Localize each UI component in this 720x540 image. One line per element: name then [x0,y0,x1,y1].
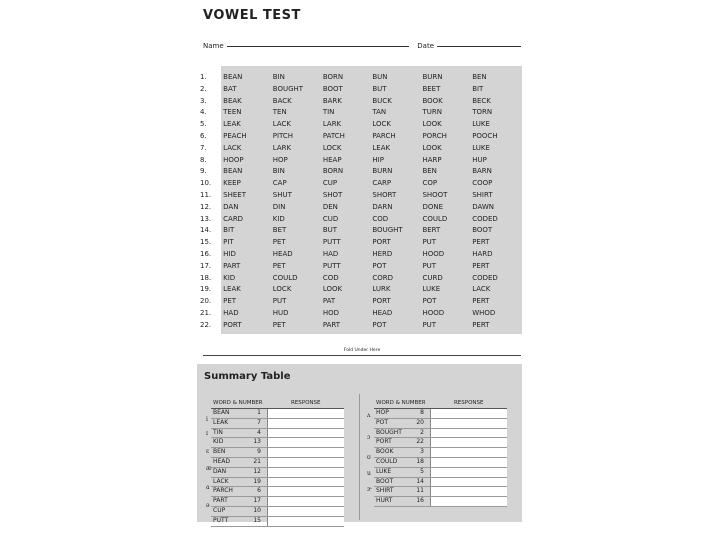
response-cell[interactable] [268,506,345,516]
row-number: 9. [200,167,207,176]
summary-word: HEAD [211,457,245,467]
row-number: 15. [200,238,212,247]
word-choice[interactable]: BURN [372,167,393,176]
word-choice[interactable]: LACK [272,120,291,129]
word-choice[interactable]: PIT [223,238,234,247]
summary-row [211,428,344,438]
word-choice[interactable]: TURN [422,108,442,117]
word-row [200,273,522,285]
col-response-header: RESPONSE [268,398,345,409]
word-choice[interactable]: CODED [472,214,498,223]
summary-row [211,418,344,428]
word-row [200,261,522,273]
summary-row [211,506,344,516]
word-choice[interactable]: PEACH [223,131,247,140]
response-cell[interactable] [268,487,345,497]
response-cell[interactable] [431,448,508,458]
summary-row [211,457,344,467]
word-choice[interactable]: BUT [372,84,387,93]
response-cell[interactable] [431,487,508,497]
word-row [200,155,522,167]
word-choice[interactable]: CURD [422,273,443,282]
col-word-header: WORD & NUMBER [374,398,431,409]
word-choice[interactable]: CARD [223,214,244,223]
summary-row [374,457,507,467]
word-choice[interactable]: CUP [322,179,338,188]
summary-row [374,467,507,477]
word-choice[interactable]: HOOD [422,249,445,258]
word-row [200,131,522,143]
word-choice[interactable]: BERT [422,226,441,235]
summary-right [374,398,507,507]
summary-word: PART [211,497,245,507]
vowel-symbol: ɔ [367,434,371,441]
vowel-symbol: ɪ [206,430,208,437]
summary-number: 13 [245,438,268,448]
word-choice[interactable]: COULD [272,273,298,282]
word-choice[interactable]: PORCH [422,131,447,140]
word-choice[interactable]: HUP [472,155,487,164]
word-choice[interactable]: DEN [322,202,338,211]
word-choice[interactable]: HUD [272,308,289,317]
response-cell[interactable] [268,418,345,428]
summary-row [211,516,344,526]
response-cell[interactable] [268,477,345,487]
word-choice[interactable]: CORD [372,273,394,282]
summary-row [211,487,344,497]
word-choice[interactable]: BURN [422,73,443,81]
word-choice[interactable]: LEAK [223,120,241,129]
summary-word: COULD [374,457,408,467]
summary-row [374,409,507,419]
word-choice[interactable]: DAN [223,202,239,211]
col-response-header: RESPONSE [431,398,508,409]
summary-row [374,438,507,448]
response-cell[interactable] [431,467,508,477]
word-choice[interactable]: POT [372,320,387,329]
page-title: VOWEL TEST [203,8,301,23]
word-choice[interactable]: DONE [422,202,444,211]
word-choice[interactable]: CODED [472,273,498,282]
row-number: 17. [200,261,212,270]
word-choice[interactable]: LOCK [322,143,342,152]
response-cell[interactable] [268,428,345,438]
summary-word: CUP [211,506,245,516]
word-row [200,119,522,131]
summary-row [374,487,507,497]
summary-number: 20 [408,418,431,428]
word-choice[interactable]: PUT [272,297,287,306]
response-cell[interactable] [268,438,345,448]
word-choice[interactable]: PUT [422,261,437,270]
summary-number: 12 [245,467,268,477]
summary-row [211,497,344,507]
vowel-symbol: æ [206,465,212,472]
word-choice[interactable]: LUKE [472,143,490,152]
summary-word: BOUGHT [374,428,408,438]
word-row [200,308,522,320]
word-choice[interactable]: DAWN [472,202,495,211]
word-choice[interactable]: BEET [422,84,441,93]
row-number: 6. [200,131,207,140]
summary-word: KID [211,438,245,448]
word-choice[interactable]: SHOOT [422,190,448,199]
word-choice[interactable]: BECK [472,96,491,105]
summary-number: 11 [408,487,431,497]
word-choice[interactable]: BET [272,226,287,235]
summary-row [211,409,344,419]
word-choice[interactable]: PORT [223,320,242,329]
row-number: 10. [200,179,212,188]
word-choice[interactable]: LOCK [372,120,392,129]
word-row [200,96,522,108]
name-label: Name [203,42,224,50]
word-row [200,237,522,249]
word-choice[interactable]: PERT [472,261,490,270]
row-number: 8. [200,155,207,164]
summary-number: 15 [245,516,268,526]
summary-number: 7 [245,418,268,428]
row-number: 4. [200,108,207,117]
name-date-line [203,42,521,50]
col-word-header: WORD & NUMBER [211,398,268,409]
word-choice[interactable]: PERT [472,238,490,247]
word-choice[interactable]: HEAD [372,308,393,317]
summary-word: BOOK [374,448,408,458]
word-choice[interactable]: PERT [472,320,490,329]
word-choice[interactable]: LOOK [322,285,343,294]
word-choice[interactable]: COP [422,179,438,188]
word-choice[interactable]: BUT [322,226,338,235]
response-cell[interactable] [431,409,508,419]
word-choice[interactable]: PART [322,320,341,329]
word-choice[interactable]: BUN [372,73,388,81]
response-cell[interactable] [431,457,508,467]
word-choice[interactable]: COULD [422,214,448,223]
word-choice[interactable]: DIN [272,202,286,211]
response-cell[interactable] [268,409,345,419]
word-choice[interactable]: HOP [272,155,288,164]
summary-word: HURT [374,497,408,507]
summary-number: 4 [245,428,268,438]
word-row [200,320,522,332]
row-number: 1. [200,73,207,81]
summary-word: BEAN [211,409,245,419]
response-cell[interactable] [268,497,345,507]
word-choice[interactable]: LOCK [272,285,292,294]
response-cell[interactable] [268,457,345,467]
word-choice[interactable]: POT [422,297,437,306]
word-choice[interactable]: LOOK [422,120,442,129]
word-choice[interactable]: BAT [223,84,237,93]
word-choice[interactable]: LACK [223,143,242,152]
word-choice[interactable]: LUKE [472,120,490,129]
word-choice[interactable]: HARP [422,155,442,164]
word-choice[interactable]: COD [322,273,339,282]
word-choice[interactable]: SHUT [272,190,292,199]
word-choice[interactable]: LUKE [422,285,441,294]
summary-row [374,418,507,428]
word-choice[interactable]: COD [372,214,389,223]
summary-word: BOOT [374,477,408,487]
word-choice[interactable]: CUD [322,214,339,223]
summary-row [211,448,344,458]
summary-word: PUTT [211,516,245,526]
response-cell[interactable] [431,477,508,487]
summary-number: 5 [408,467,431,477]
word-choice[interactable]: SHOT [322,190,343,199]
word-choice[interactable]: SHEET [223,190,246,199]
word-choice[interactable]: PORT [372,238,391,247]
word-choice[interactable]: LURK [372,285,391,294]
summary-number: 17 [245,497,268,507]
summary-word: HOP [374,409,408,419]
word-choice[interactable]: BIT [472,84,484,93]
summary-row [374,448,507,458]
vowel-symbol: u [367,470,371,477]
summary-word: LUKE [374,467,408,477]
word-choice[interactable]: HID [223,249,236,258]
word-choice[interactable]: PUT [422,320,437,329]
word-row [200,249,522,261]
word-choice[interactable]: LOOK [422,143,442,152]
summary-divider [359,394,360,520]
summary-word: BEN [211,448,245,458]
word-choice[interactable]: PUT [422,238,437,247]
word-row [200,296,522,308]
word-choice[interactable]: PUTT [322,261,341,270]
row-number: 18. [200,273,212,282]
fold-line [203,355,521,356]
word-choice[interactable]: HIP [372,155,384,164]
word-choice[interactable]: HERD [372,249,393,258]
word-choice[interactable]: BORN [322,167,344,176]
row-number: 14. [200,226,212,235]
word-choice[interactable]: HAD [223,308,239,317]
word-choice[interactable]: CAP [272,179,287,188]
response-cell[interactable] [431,497,508,507]
summary-number: 16 [408,497,431,507]
row-number: 19. [200,285,212,294]
summary-word: TIN [211,428,245,438]
response-cell[interactable] [268,448,345,458]
word-choice[interactable]: PUTT [322,238,341,247]
word-row [200,225,522,237]
word-choice[interactable]: PET [272,320,286,329]
summary-row [374,497,507,507]
word-choice[interactable]: TEN [272,108,287,117]
word-row [200,107,522,119]
summary-number: 8 [408,409,431,419]
summary-number: 1 [245,409,268,419]
response-cell[interactable] [268,467,345,477]
word-choice[interactable]: BOUGHT [372,226,403,235]
summary-number: 18 [408,457,431,467]
summary-word: LACK [211,477,245,487]
word-choice[interactable]: HEAD [272,249,293,258]
word-row [200,214,522,226]
word-choice[interactable]: POT [372,261,387,270]
vowel-symbol: i [206,416,208,423]
summary-word: PORT [374,438,408,448]
response-cell[interactable] [431,438,508,448]
word-choice[interactable]: LACK [472,285,491,294]
word-choice[interactable]: DARN [372,202,393,211]
word-choice[interactable]: BEN [422,167,437,176]
row-number: 21. [200,308,212,317]
date-field[interactable] [437,46,521,47]
word-choice[interactable]: PERT [472,297,490,306]
fold-label: Fold Under Here [343,348,381,353]
word-choice[interactable]: KID [272,214,285,223]
vowel-symbol: ə [206,502,210,509]
word-choice[interactable]: SHIRT [472,190,493,199]
word-choice[interactable]: HARD [472,249,493,258]
word-choice[interactable]: KEEP [223,179,241,188]
word-choice[interactable]: LEAK [223,285,241,294]
word-choice[interactable]: BUCK [372,96,392,105]
word-choice[interactable]: BOOK [422,96,443,105]
word-choice[interactable]: COOP [472,179,493,188]
summary-number: 3 [408,448,431,458]
word-choice[interactable]: BEAN [223,167,243,176]
word-choice[interactable]: TEEN [223,108,242,117]
word-choice[interactable]: TAN [372,108,387,117]
word-choice[interactable]: WHOD [472,308,496,317]
summary-number: 6 [245,487,268,497]
row-number: 3. [200,96,207,105]
word-choice[interactable]: TIN [322,108,335,117]
vowel-symbol: a [206,484,210,491]
word-choice[interactable]: PET [272,238,286,247]
word-choice[interactable]: PORT [372,297,391,306]
word-choice[interactable]: HOOP [223,155,244,164]
word-choice[interactable]: BIN [272,167,285,176]
word-choice[interactable]: PET [272,261,286,270]
word-choice[interactable]: LEAK [372,143,391,152]
vowel-symbol: ʌ [367,412,371,419]
word-choice[interactable]: KID [223,273,236,282]
word-row [200,72,522,84]
summary-row [211,438,344,448]
row-number: 7. [200,143,207,152]
summary-word: SHIRT [374,487,408,497]
response-cell[interactable] [431,418,508,428]
word-choice[interactable]: HOD [322,308,340,317]
row-number: 22. [200,320,212,329]
word-row [200,202,522,214]
word-choice[interactable]: POOCH [472,131,498,140]
word-choice[interactable]: HOOD [422,308,445,317]
summary-row [211,467,344,477]
row-number: 20. [200,297,212,306]
summary-row [374,428,507,438]
word-choice[interactable]: HAD [322,249,339,258]
word-choice[interactable]: BORN [322,73,344,81]
date-label: Date [417,42,434,50]
word-choice[interactable]: BEN [472,73,487,81]
row-number: 12. [200,202,212,211]
summary-word: PARCH [211,487,245,497]
word-choice[interactable]: BACK [272,96,292,105]
summary-number: 19 [245,477,268,487]
word-choice[interactable]: HEAP [322,155,342,164]
summary-row [374,477,507,487]
word-choice[interactable]: CARP [372,179,392,188]
row-number: 13. [200,214,212,223]
response-cell[interactable] [431,428,508,438]
summary-number: 22 [408,438,431,448]
name-field[interactable] [227,46,410,47]
summary-left [211,398,344,527]
word-choice[interactable]: BEAN [223,73,243,81]
summary-number: 2 [408,428,431,438]
word-choice[interactable]: TORN [472,108,493,117]
summary-number: 21 [245,457,268,467]
word-choice[interactable]: BIT [223,226,235,235]
word-choice[interactable]: PAT [322,297,336,306]
summary-word: DAN [211,467,245,477]
vowel-symbol: ʊ [367,454,371,461]
word-row [200,178,522,190]
word-row [200,284,522,296]
word-choice[interactable]: LARK [322,120,342,129]
summary-word: LEAK [211,418,245,428]
word-choice[interactable]: PARCH [372,131,396,140]
word-choice[interactable]: BARN [472,167,492,176]
summary-title: Summary Table [204,371,291,382]
row-number: 11. [200,190,212,199]
word-choice[interactable]: BIN [272,73,285,81]
summary-number: 9 [245,448,268,458]
vowel-symbol: ɛ [206,448,210,455]
word-choice[interactable]: BEAK [223,96,242,105]
word-row [200,84,522,96]
response-cell[interactable] [268,516,345,526]
summary-number: 14 [408,477,431,487]
word-row [200,190,522,202]
word-grid [197,66,522,334]
word-choice[interactable]: BOOT [472,226,493,235]
row-number: 5. [200,120,207,129]
summary-word: POT [374,418,408,428]
word-choice[interactable]: LARK [272,143,292,152]
summary-row [211,477,344,487]
word-choice[interactable]: PART [223,261,241,270]
word-choice[interactable]: BOUGHT [272,84,304,93]
word-choice[interactable]: SHORT [372,190,397,199]
word-choice[interactable]: PATCH [322,131,345,140]
word-choice[interactable]: BOOT [322,84,343,93]
row-number: 2. [200,84,207,93]
summary-panel [197,364,522,522]
word-table [200,72,522,332]
word-choice[interactable]: PITCH [272,131,294,140]
word-row [200,143,522,155]
vowel-symbol: ɝ [367,486,372,493]
summary-number: 10 [245,506,268,516]
row-number: 16. [200,249,212,258]
word-choice[interactable]: BARK [322,96,342,105]
word-row [200,166,522,178]
word-choice[interactable]: PET [223,297,237,306]
